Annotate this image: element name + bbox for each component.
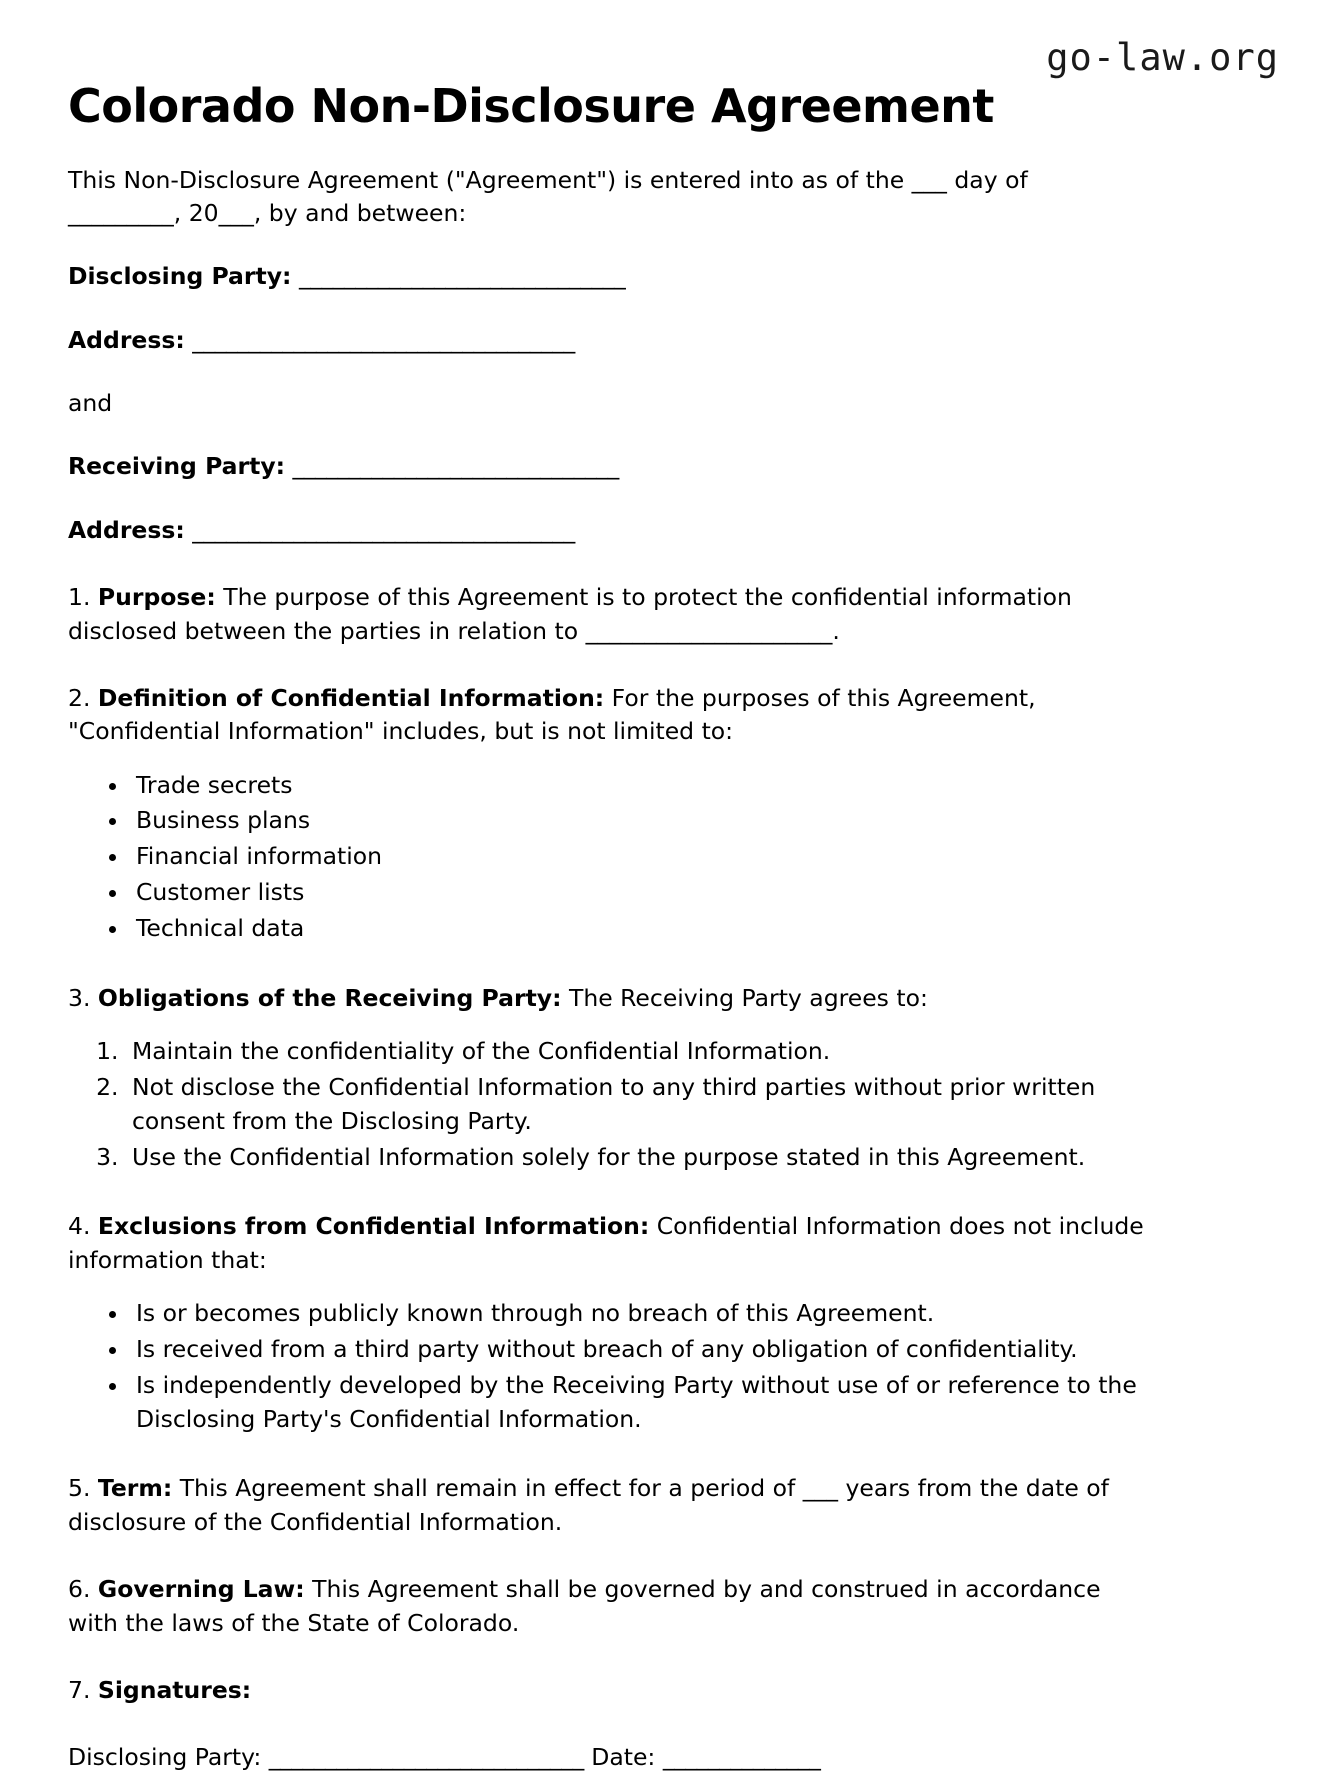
list-item: • Is independently developed by the Receiving Party without use of or reference to the Disclosing Party's Confidential Information. — [130, 1369, 1148, 1439]
signature-disclosing-label: Disclosing Party: — [68, 1743, 262, 1772]
confidential-information-list — [68, 749, 1148, 948]
section-number: 2. — [68, 683, 91, 712]
receiving-address-field — [68, 484, 1148, 547]
list-item: • Technical data — [130, 912, 1148, 948]
section-term — [68, 1438, 1148, 1539]
section-purpose — [68, 547, 1148, 648]
section-text: The purpose of this Agreement is to protect the confidential information disclosed between the parties in relation to _____________________. — [68, 583, 1072, 645]
receiving-party-label: Receiving Party: — [68, 452, 286, 481]
disclosing-party-blank[interactable]: _____________________________ — [298, 262, 626, 291]
section-signatures — [68, 1640, 1148, 1707]
signature-date-label: Date: — [591, 1743, 656, 1772]
conjunction-and: and — [68, 389, 113, 418]
section-heading: Purpose: — [97, 583, 216, 612]
obligations-list — [68, 1015, 1148, 1176]
list-item: 3. Use the Confidential Information solely for the purpose stated in this Agreement. — [126, 1141, 1148, 1177]
signature-disclosing-blank[interactable]: ____________________________ — [268, 1743, 584, 1772]
section-heading: Governing Law: — [97, 1575, 305, 1604]
disclosing-address-blank[interactable]: __________________________________ — [192, 325, 575, 354]
list-item: • Trade secrets — [130, 769, 1148, 805]
section-text: Confidential Information does not include information that: — [68, 1212, 1144, 1274]
section-number: 6. — [68, 1575, 91, 1604]
receiving-party-blank[interactable]: _____________________________ — [292, 452, 619, 481]
signature-date-blank[interactable]: ______________ — [662, 1743, 821, 1772]
section-heading: Signatures: — [97, 1675, 252, 1704]
list-item: 2. Not disclose the Confidential Information to any third parties without prior written consent from the Disclosing Party. — [126, 1071, 1148, 1141]
section-heading: Definition of Confidential Information: — [97, 683, 605, 712]
list-item: • Business plans — [130, 804, 1148, 840]
receiving-party-field — [68, 420, 1148, 483]
exclusions-list — [68, 1277, 1148, 1438]
section-exclusions — [68, 1176, 1148, 1277]
list-item: • Is or becomes publicly known through no breach of this Agreement. — [130, 1297, 1148, 1333]
list-item: • Financial information — [130, 840, 1148, 876]
disclosing-address-label: Address: — [68, 325, 185, 354]
list-item: • Is received from a third party without breach of any obligation of confidentiality. — [130, 1333, 1148, 1369]
signature-line-disclosing — [68, 1707, 1148, 1774]
list-item: 1. Maintain the confidentiality of the Confidential Information. — [126, 1035, 1148, 1071]
section-heading: Exclusions from Confidential Information: — [97, 1212, 650, 1241]
disclosing-address-field — [68, 294, 1148, 357]
section-number: 5. — [68, 1474, 91, 1503]
section-number: 1. — [68, 583, 91, 612]
receiving-address-label: Address: — [68, 515, 185, 544]
section-text: The Receiving Party agrees to: — [561, 983, 928, 1012]
page-title: Colorado Non-Disclosure Agreement — [68, 79, 994, 133]
section-heading: Term: — [97, 1474, 173, 1503]
section-governing-law — [68, 1539, 1148, 1640]
list-item: • Customer lists — [130, 876, 1148, 912]
site-watermark: go-law.org — [1046, 36, 1279, 79]
receiving-address-blank[interactable]: __________________________________ — [192, 515, 575, 544]
document-body — [68, 0, 1148, 1775]
section-definition — [68, 648, 1148, 749]
section-number: 4. — [68, 1212, 91, 1241]
section-text: This Agreement shall remain in effect for a period of ___ years from the date of disclosure of the Confidential Information. — [68, 1474, 1109, 1536]
section-heading: Obligations of the Receiving Party: — [97, 983, 562, 1012]
disclosing-party-field — [68, 230, 1148, 293]
section-number: 3. — [68, 983, 91, 1012]
section-text: For the purposes of this Agreement, "Confidential Information" includes, but is not limited to: — [68, 683, 1036, 746]
section-text: This Agreement shall be governed by and construed in accordance with the laws of the State of Colorado. — [68, 1575, 1101, 1637]
section-obligations — [68, 948, 1148, 1015]
disclosing-party-label: Disclosing Party: — [68, 262, 292, 291]
intro-paragraph: This Non-Disclosure Agreement ("Agreement") is entered into as of the ___ day of _________, 20___, by and between: — [68, 165, 1028, 228]
section-number: 7. — [68, 1675, 91, 1704]
